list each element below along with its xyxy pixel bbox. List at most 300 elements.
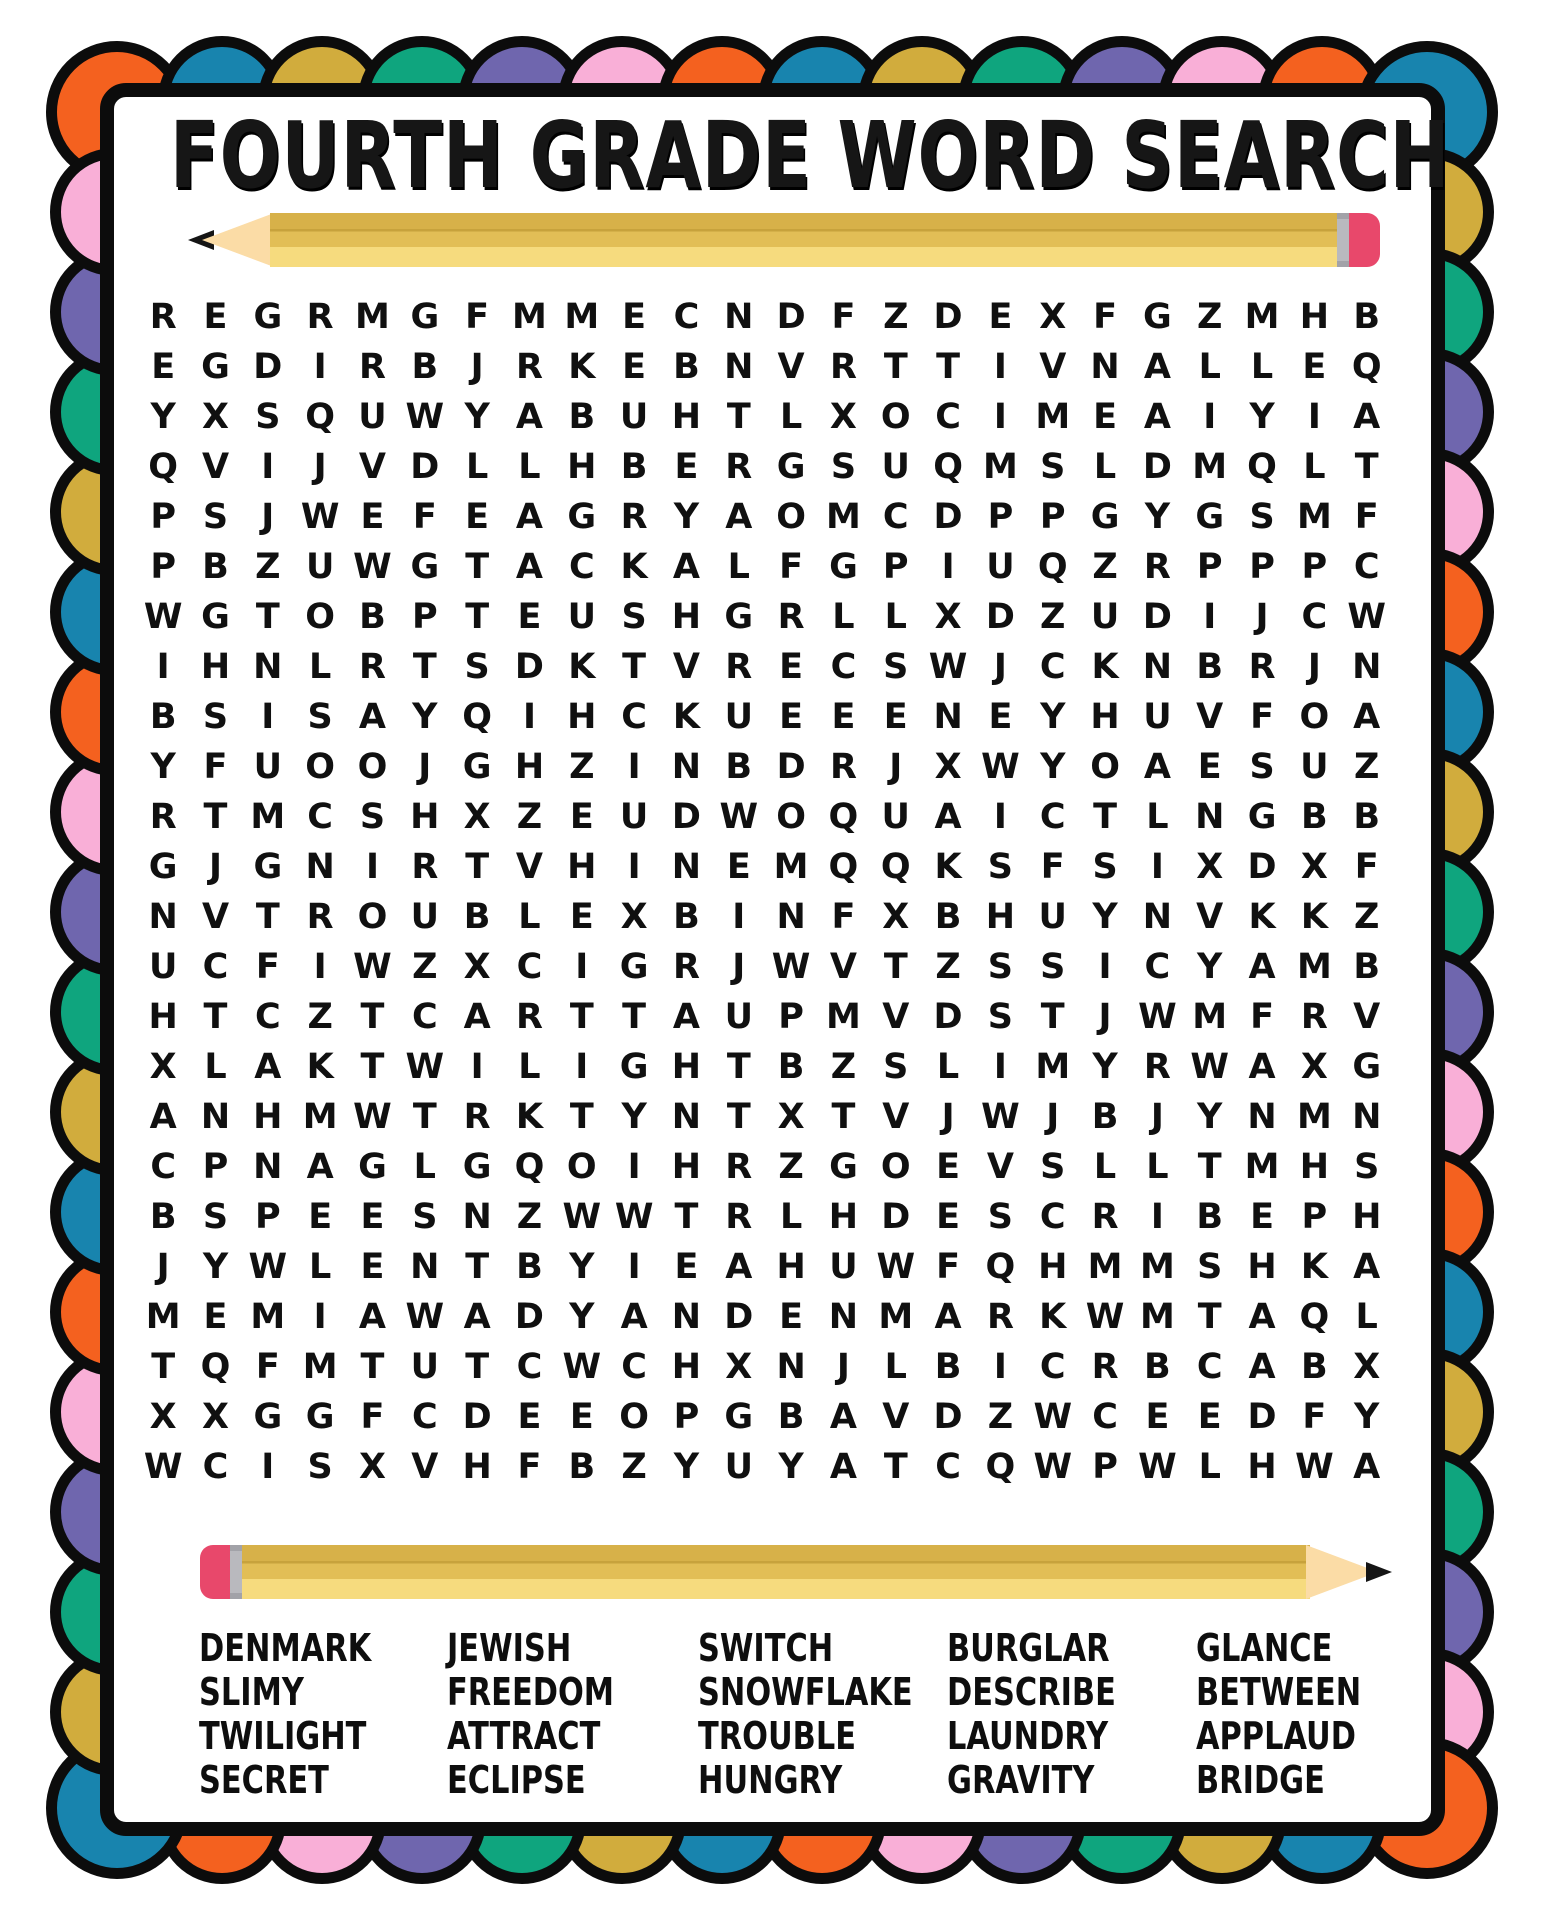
grid-letter: B xyxy=(1353,296,1381,337)
word-bank-word: SECRET xyxy=(199,1758,329,1802)
grid-letter: T xyxy=(465,1246,490,1287)
grid-letter: X xyxy=(829,396,857,437)
grid-letter: X xyxy=(201,1396,229,1437)
grid-letter: Z xyxy=(1040,596,1066,637)
grid-letter: M xyxy=(302,1096,338,1137)
grid-letter: L xyxy=(465,446,489,487)
grid-letter: R xyxy=(672,946,700,987)
grid-letter: S xyxy=(1040,446,1066,487)
grid-letter: N xyxy=(724,346,754,387)
grid-letter: N xyxy=(1090,346,1120,387)
grid-letter: T xyxy=(465,596,490,637)
grid-letter: E xyxy=(988,296,1013,337)
grid-letter: A xyxy=(725,1246,753,1287)
grid-letter: N xyxy=(148,896,178,937)
grid-letter: T xyxy=(883,346,908,387)
word-bank-word: DESCRIBE xyxy=(947,1670,1116,1714)
grid-letter: U xyxy=(829,1246,858,1287)
grid-letter: Y xyxy=(150,396,176,437)
grid-letter: C xyxy=(1039,1196,1066,1237)
grid-letter: D xyxy=(1142,446,1172,487)
grid-letter: E xyxy=(674,1246,699,1287)
grid-letter: H xyxy=(671,1046,702,1087)
grid-letter: I xyxy=(1150,1196,1164,1237)
grid-letter: D xyxy=(253,346,283,387)
grid-letter: D xyxy=(776,296,806,337)
grid-letter: R xyxy=(1091,1346,1119,1387)
grid-letter: C xyxy=(621,696,647,737)
grid-letter: I xyxy=(732,896,746,937)
grid-letter: B xyxy=(1196,646,1224,687)
grid-letter: A xyxy=(1353,1246,1381,1287)
grid-letter: A xyxy=(1353,396,1381,437)
grid-letter: D xyxy=(1142,596,1172,637)
grid-letter: G xyxy=(410,546,440,587)
grid-letter: B xyxy=(725,746,753,787)
grid-letter: I xyxy=(1307,396,1321,437)
grid-letter: B xyxy=(1091,1096,1119,1137)
grid-letter: H xyxy=(148,996,178,1037)
grid-letter: G xyxy=(305,1396,335,1437)
grid-letter: R xyxy=(515,996,543,1037)
grid-letter: H xyxy=(567,446,597,487)
grid-letter: C xyxy=(1039,796,1066,837)
grid-letter: R xyxy=(149,296,177,337)
grid-letter: N xyxy=(305,846,335,887)
grid-letter: M xyxy=(1139,1296,1175,1337)
grid-letter: B xyxy=(516,1246,543,1287)
grid-letter: S xyxy=(202,1196,229,1237)
grid-letter: P xyxy=(254,1196,281,1237)
grid-letter: K xyxy=(620,546,648,587)
grid-letter: R xyxy=(1248,646,1276,687)
grid-letter: L xyxy=(1355,1296,1378,1337)
grid-letter: B xyxy=(463,896,491,937)
grid-letter: S xyxy=(1197,1246,1223,1287)
grid-letter: V xyxy=(1196,896,1224,937)
grid-letter: L xyxy=(518,896,541,937)
grid-letter: O xyxy=(880,396,911,437)
grid-letter: H xyxy=(253,1096,283,1137)
grid-letter: O xyxy=(305,746,336,787)
grid-letter: G xyxy=(829,546,858,587)
grid-letter: J xyxy=(313,446,327,487)
grid-letter: S xyxy=(307,1446,333,1487)
grid-letter: B xyxy=(149,1196,177,1237)
grid-letter: S xyxy=(202,696,229,737)
grid-letter: G xyxy=(462,746,492,787)
grid-letter: P xyxy=(150,496,176,537)
grid-letter: A xyxy=(515,396,543,437)
grid-letter: E xyxy=(1145,1396,1170,1437)
grid-letter: G xyxy=(1143,296,1172,337)
grid-letter: M xyxy=(1244,1146,1280,1187)
word-bank-column xyxy=(698,1626,966,1802)
grid-letter: V xyxy=(882,1096,910,1137)
grid-letter: T xyxy=(569,1096,594,1137)
grid-letter: E xyxy=(569,1396,594,1437)
word-bank-word: BRIDGE xyxy=(1196,1758,1325,1802)
grid-letter: E xyxy=(203,296,228,337)
grid-letter: U xyxy=(724,696,753,737)
grid-letter: A xyxy=(1143,346,1171,387)
grid-letter: U xyxy=(305,546,335,587)
word-bank-column xyxy=(199,1626,414,1802)
grid-letter: I xyxy=(313,1296,327,1337)
grid-letter: W xyxy=(1085,1296,1125,1337)
grid-letter: D xyxy=(933,1396,963,1437)
word-bank-item xyxy=(698,1714,966,1758)
grid-letter: W xyxy=(405,396,445,437)
grid-letter: H xyxy=(1299,296,1330,337)
grid-letter: D xyxy=(671,796,701,837)
grid-letter: I xyxy=(261,446,275,487)
grid-letter: A xyxy=(672,546,700,587)
grid-letter: R xyxy=(463,1096,491,1137)
grid-letter: T xyxy=(883,1446,908,1487)
grid-letter: G xyxy=(148,846,178,887)
grid-letter: T xyxy=(726,1046,751,1087)
pencil-wood-tip-icon xyxy=(202,213,274,267)
grid-letter: A xyxy=(620,1296,648,1337)
grid-letter: Q xyxy=(933,446,963,487)
grid-letter: C xyxy=(1301,596,1328,637)
grid-letter: U xyxy=(1090,596,1120,637)
grid-letter: W xyxy=(1033,1446,1073,1487)
word-bank-item xyxy=(447,1626,656,1670)
grid-letter: U xyxy=(567,596,596,637)
grid-letter: L xyxy=(779,396,803,437)
grid-letter: T xyxy=(726,396,751,437)
grid-letter: I xyxy=(575,1046,589,1087)
grid-letter: S xyxy=(987,946,1014,987)
grid-letter: T xyxy=(203,996,228,1037)
grid-letter: H xyxy=(514,746,545,787)
grid-letter: E xyxy=(831,696,856,737)
grid-letter: L xyxy=(779,1196,803,1237)
word-bank-word: ECLIPSE xyxy=(447,1758,586,1802)
grid-letter: N xyxy=(1142,896,1173,937)
grid-letter: M xyxy=(250,1296,286,1337)
pencil-eraser xyxy=(200,1545,231,1599)
grid-letter: A xyxy=(829,1396,857,1437)
grid-letter: G xyxy=(776,446,806,487)
grid-letter: P xyxy=(778,996,804,1037)
grid-letter: Z xyxy=(412,946,438,987)
word-bank-item xyxy=(1196,1670,1402,1714)
grid-letter: A xyxy=(1248,1046,1276,1087)
grid-letter: R xyxy=(359,346,386,387)
grid-letter: R xyxy=(306,296,334,337)
grid-letter: W xyxy=(1347,596,1387,637)
grid-letter: A xyxy=(934,796,962,837)
grid-letter: L xyxy=(727,546,750,587)
grid-letter: I xyxy=(261,696,275,737)
grid-letter: I xyxy=(627,1146,641,1187)
grid-letter: Y xyxy=(778,1446,804,1487)
grid-letter: T xyxy=(360,996,385,1037)
grid-letter: C xyxy=(935,1446,961,1487)
grid-letter: C xyxy=(1039,1346,1066,1387)
pencil-body xyxy=(242,1545,1310,1599)
grid-letter: D xyxy=(881,1196,911,1237)
grid-letter: V xyxy=(672,646,700,687)
grid-letter: R xyxy=(1091,1196,1119,1237)
grid-letter: T xyxy=(412,1096,437,1137)
grid-letter: D xyxy=(514,1296,544,1337)
grid-letter: L xyxy=(518,1046,541,1087)
grid-letter: C xyxy=(830,646,857,687)
grid-letter: G xyxy=(253,846,283,887)
grid-letter: N xyxy=(933,696,963,737)
word-bank-item xyxy=(947,1714,1158,1758)
grid-letter: P xyxy=(1039,496,1066,537)
pencil-lead-icon xyxy=(1366,1562,1392,1582)
grid-letter: L xyxy=(936,1046,960,1087)
grid-letter: Q xyxy=(514,1146,545,1187)
grid-letter: R xyxy=(306,896,334,937)
grid-letter: A xyxy=(515,496,543,537)
grid-letter: B xyxy=(673,896,700,937)
grid-letter: C xyxy=(882,496,909,537)
grid-letter: W xyxy=(562,1196,602,1237)
grid-letter: P xyxy=(1301,546,1328,587)
grid-letter: T xyxy=(674,1196,699,1237)
grid-letter: S xyxy=(621,596,647,637)
grid-letter: S xyxy=(830,446,857,487)
grid-letter: S xyxy=(987,996,1014,1037)
grid-letter: R xyxy=(725,1196,753,1237)
grid-letter: E xyxy=(203,1296,228,1337)
grid-letter: A xyxy=(515,546,543,587)
grid-letter: F xyxy=(1250,696,1275,737)
grid-letter: V xyxy=(1196,696,1224,737)
grid-letter: I xyxy=(993,796,1007,837)
word-bank-word: BETWEEN xyxy=(1196,1670,1362,1714)
grid-letter: C xyxy=(411,1396,438,1437)
grid-letter: T xyxy=(936,346,961,387)
grid-letter: M xyxy=(1296,946,1332,987)
word-bank-word: TWILIGHT xyxy=(199,1714,367,1758)
grid-letter: B xyxy=(1144,1346,1171,1387)
grid-letter: D xyxy=(724,1296,754,1337)
grid-letter: A xyxy=(149,1096,177,1137)
grid-letter: C xyxy=(673,296,700,337)
grid-letter: L xyxy=(308,1246,332,1287)
grid-letter: Y xyxy=(1040,746,1066,787)
grid-letter: W xyxy=(562,1346,602,1387)
word-bank-word: GRAVITY xyxy=(947,1758,1095,1802)
grid-letter: J xyxy=(418,746,432,787)
grid-letter: C xyxy=(1196,1346,1223,1387)
word-bank-item xyxy=(698,1670,966,1714)
grid-letter: M xyxy=(250,796,286,837)
grid-letter: M xyxy=(512,296,547,337)
grid-letter: I xyxy=(313,346,327,387)
grid-letter: D xyxy=(1247,846,1277,887)
grid-letter: G xyxy=(358,1146,387,1187)
grid-letter: T xyxy=(1197,1146,1222,1187)
grid-letter: J xyxy=(941,1096,955,1137)
grid-letter: S xyxy=(412,1196,438,1237)
grid-letter: T xyxy=(622,996,647,1037)
pencil-decoration-bottom xyxy=(200,1545,1380,1599)
grid-letter: K xyxy=(1300,896,1328,937)
grid-letter: N xyxy=(1142,646,1173,687)
grid-letter: N xyxy=(1352,646,1382,687)
grid-letter: Q xyxy=(148,446,179,487)
grid-letter: X xyxy=(777,1096,805,1137)
grid-letter: T xyxy=(1093,796,1117,837)
grid-letter: Y xyxy=(464,396,490,437)
grid-letter: X xyxy=(934,596,962,637)
grid-letter: A xyxy=(254,1046,282,1087)
grid-letter: G xyxy=(619,946,649,987)
grid-letter: W xyxy=(405,1296,445,1337)
grid-letter: P xyxy=(1249,546,1275,587)
grid-letter: N xyxy=(1247,1096,1277,1137)
grid-letter: S xyxy=(1354,1146,1380,1187)
grid-letter: A xyxy=(463,1296,491,1337)
grid-letter: K xyxy=(515,1096,544,1137)
grid-letter: D xyxy=(933,496,963,537)
grid-letter: E xyxy=(569,896,594,937)
grid-letter: E xyxy=(1302,346,1327,387)
grid-letter: R xyxy=(1300,996,1328,1037)
grid-letter: A xyxy=(1248,1296,1276,1337)
grid-letter: F xyxy=(517,1446,542,1487)
grid-letter: O xyxy=(1299,696,1330,737)
grid-letter: Q xyxy=(985,1446,1016,1487)
word-bank-word: HUNGRY xyxy=(698,1758,843,1802)
grid-letter: F xyxy=(831,896,856,937)
grid-letter: N xyxy=(253,646,283,687)
grid-letter: G xyxy=(201,596,230,637)
grid-letter: R xyxy=(515,346,543,387)
grid-letter: W xyxy=(300,496,340,537)
grid-letter: M xyxy=(826,496,861,537)
grid-letter: C xyxy=(568,546,595,587)
grid-letter: O xyxy=(357,746,388,787)
grid-letter: T xyxy=(569,996,594,1037)
grid-letter: S xyxy=(1249,496,1275,537)
grid-letter: I xyxy=(1098,946,1112,987)
grid-letter: Y xyxy=(673,496,700,537)
grid-letter: V xyxy=(201,446,230,487)
grid-letter: V xyxy=(1353,996,1381,1037)
grid-letter: I xyxy=(993,1346,1007,1387)
grid-letter: X xyxy=(463,796,491,837)
grid-letter: U xyxy=(619,396,649,437)
grid-letter: T xyxy=(1040,996,1065,1037)
grid-letter: M xyxy=(564,296,600,337)
grid-letter: A xyxy=(1248,946,1276,987)
grid-letter: M xyxy=(1192,996,1228,1037)
grid-letter: G xyxy=(1195,496,1225,537)
grid-letter: L xyxy=(1250,346,1274,387)
grid-letter: P xyxy=(411,596,438,637)
grid-letter: W xyxy=(614,1196,654,1237)
grid-letter: Z xyxy=(516,1196,543,1237)
grid-letter: N xyxy=(253,1146,283,1187)
grid-letter: X xyxy=(149,1396,177,1437)
grid-letter: Z xyxy=(1354,746,1380,787)
grid-letter: M xyxy=(1296,1096,1332,1137)
grid-letter: W xyxy=(353,546,392,587)
grid-letter: P xyxy=(882,546,909,587)
grid-letter: H xyxy=(1090,696,1120,737)
grid-letter: S xyxy=(1249,746,1275,787)
grid-letter: O xyxy=(619,1396,649,1437)
grid-letter: A xyxy=(934,1296,962,1337)
grid-letter: E xyxy=(360,1246,385,1287)
grid-letter: U xyxy=(1038,896,1067,937)
grid-letter: V xyxy=(411,1446,439,1487)
grid-letter: Y xyxy=(673,1446,700,1487)
grid-letter: M xyxy=(145,1296,181,1337)
grid-letter: A xyxy=(1143,746,1171,787)
grid-letter: P xyxy=(1301,1196,1328,1237)
grid-letter: E xyxy=(465,496,490,537)
grid-letter: L xyxy=(204,1046,227,1087)
grid-letter: W xyxy=(981,1096,1020,1137)
grid-letter: T xyxy=(1197,1296,1222,1337)
grid-letter: B xyxy=(1353,946,1381,987)
grid-letter: B xyxy=(359,596,386,637)
grid-letter: C xyxy=(202,946,229,987)
grid-letter: Z xyxy=(778,1146,804,1187)
grid-letter: N xyxy=(671,1296,702,1337)
grid-letter: E xyxy=(622,296,647,337)
grid-letter: C xyxy=(254,996,281,1037)
grid-letter: V xyxy=(986,1146,1014,1187)
grid-letter: A xyxy=(358,1296,387,1337)
grid-letter: B xyxy=(673,346,700,387)
grid-letter: G xyxy=(829,1146,858,1187)
word-bank-item xyxy=(199,1670,414,1714)
pencil-body xyxy=(270,213,1338,267)
grid-letter: J xyxy=(889,746,903,787)
grid-letter: S xyxy=(359,796,386,837)
grid-letter: X xyxy=(1300,1046,1328,1087)
grid-letter: I xyxy=(1203,596,1217,637)
grid-letter: B xyxy=(202,546,229,587)
grid-letter: Z xyxy=(1354,896,1380,937)
grid-letter: X xyxy=(725,1346,753,1387)
grid-letter: H xyxy=(671,1346,702,1387)
grid-letter: C xyxy=(516,1346,543,1387)
grid-letter: L xyxy=(413,1146,436,1187)
grid-letter: K xyxy=(568,346,596,387)
grid-letter: S xyxy=(883,646,909,687)
grid-letter: L xyxy=(1198,346,1221,387)
word-bank-word: FREEDOM xyxy=(447,1670,615,1714)
grid-letter: G xyxy=(619,1046,649,1087)
word-bank-column xyxy=(1196,1626,1402,1802)
grid-letter: W xyxy=(353,946,392,987)
word-bank-item xyxy=(447,1670,656,1714)
grid-letter: O xyxy=(776,796,806,837)
grid-letter: H xyxy=(567,846,597,887)
grid-letter: V xyxy=(358,446,387,487)
grid-letter: Y xyxy=(569,1246,595,1287)
grid-letter: J xyxy=(1098,996,1112,1037)
grid-letter: N xyxy=(671,746,702,787)
grid-letter: K xyxy=(1300,1246,1328,1287)
grid-letter: A xyxy=(1353,1446,1381,1487)
grid-letter: M xyxy=(302,1346,338,1387)
grid-letter: X xyxy=(1196,846,1224,887)
